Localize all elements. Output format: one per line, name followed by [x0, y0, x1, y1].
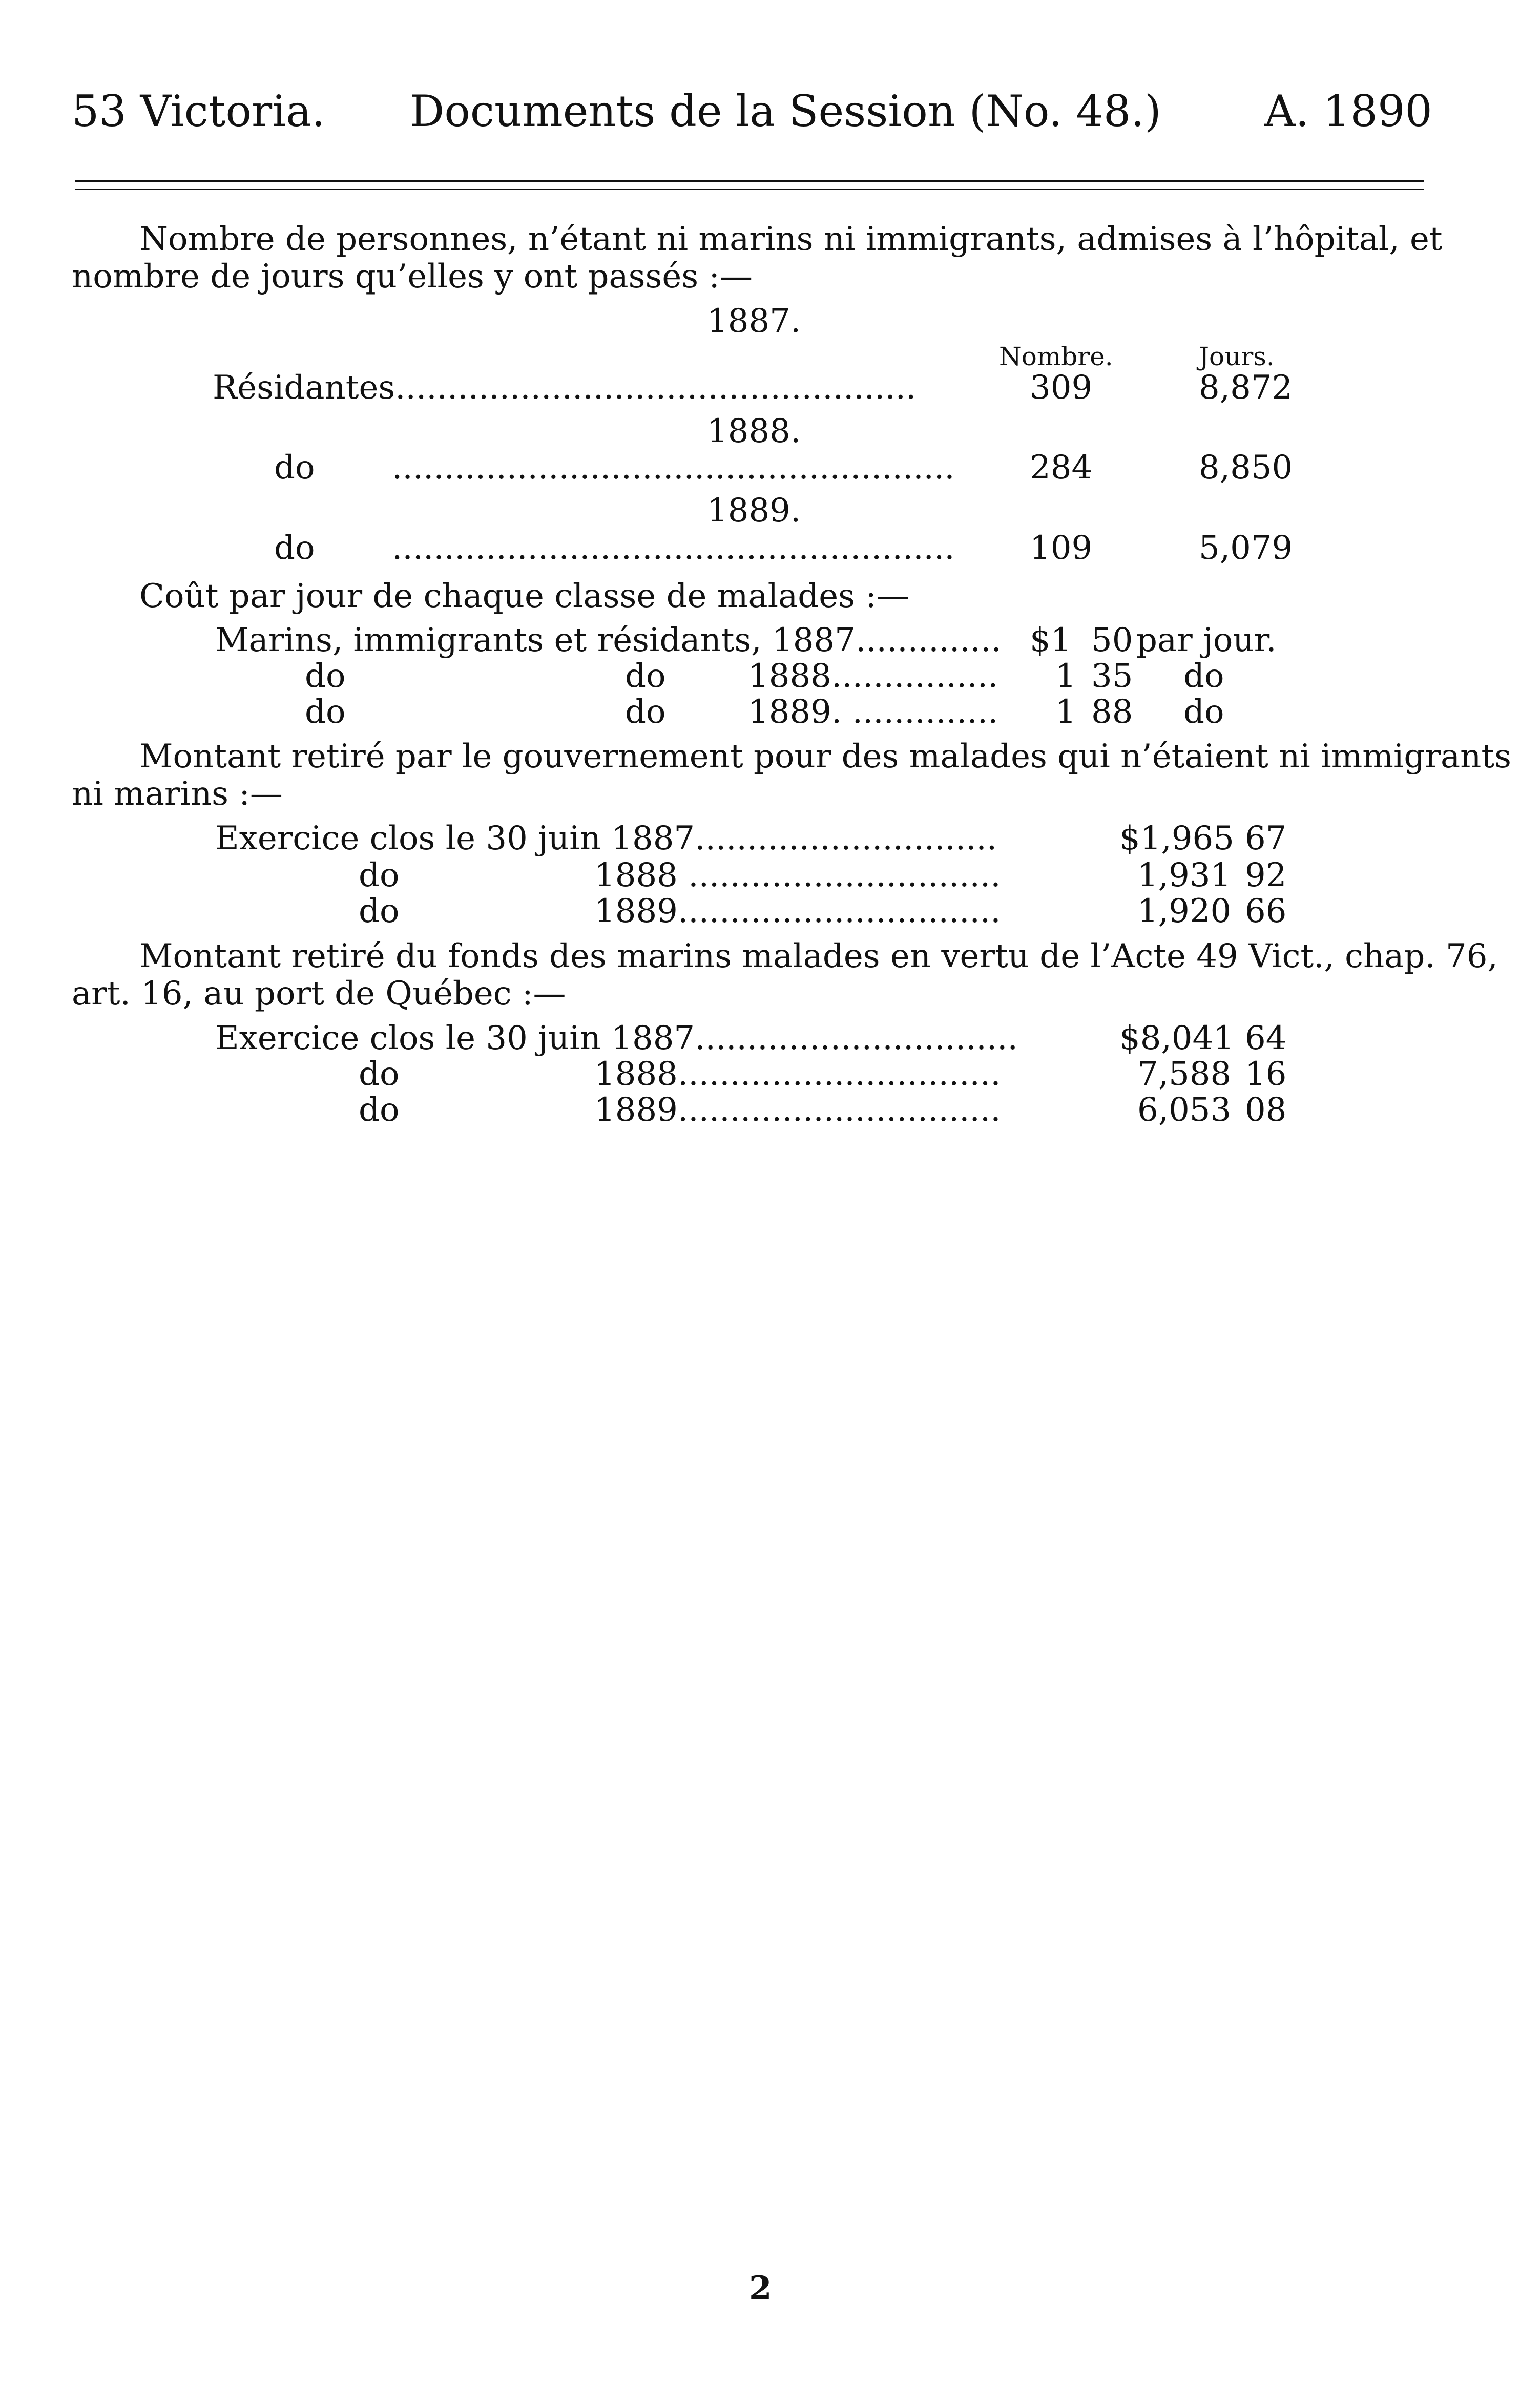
jours-1889: 5,079	[1199, 529, 1293, 567]
header-right: A. 1890	[1264, 86, 1432, 136]
nombre-1888: 284	[1030, 449, 1093, 487]
gov-cents-1888: 92	[1245, 856, 1287, 894]
gov-cents-1889: 66	[1245, 892, 1287, 930]
fund-amount-1888: 7,588	[1137, 1055, 1232, 1093]
fund-row-1887: Exercice clos le 30 juin 1887...............................	[215, 1019, 1018, 1057]
fund-label-1888: do	[359, 1055, 400, 1093]
row-label-1887: Résidantes..................................................	[213, 369, 917, 407]
gov-label-1888: do	[359, 856, 400, 894]
jours-1887: 8,872	[1199, 369, 1293, 407]
row-label-1889: do	[274, 529, 315, 567]
gov-year-1888: 1888 ..............................	[594, 856, 1001, 894]
cost-label2-1888: do	[625, 657, 666, 695]
header-rule-top	[75, 180, 1424, 182]
cost-year-1888: 1888................	[748, 657, 998, 695]
intro-line-2: nombre de jours qu’elles y ont passés :—	[72, 258, 753, 296]
fund-cents-1887: 64	[1245, 1019, 1287, 1057]
gov-year-1889: 1889...............................	[594, 892, 1001, 930]
fund-label-1889: do	[359, 1091, 400, 1129]
cost-cents-1888: 35	[1091, 657, 1133, 695]
cost-label-1888: do	[305, 657, 346, 695]
cost-year-1889: 1889. ..............	[748, 693, 998, 731]
fund-line-2: art. 16, au port de Québec :—	[72, 975, 566, 1013]
page-number: 2	[749, 2269, 772, 2308]
cost-dollar-1889: 1	[1055, 693, 1076, 731]
header-title: Documents de la Session (No. 48.)	[410, 86, 1161, 136]
nombre-1887: 309	[1030, 369, 1093, 407]
gov-row-1887: Exercice clos le 30 juin 1887.............................	[215, 820, 997, 857]
cost-unit-1888: do	[1183, 657, 1224, 695]
gov-amount-1888: 1,931	[1137, 856, 1232, 894]
cost-unit-1889: do	[1183, 693, 1224, 731]
cost-dollar-1887: $1	[1030, 621, 1072, 659]
fund-line-1: Montant retiré du fonds des marins malades en vertu de l’Acte 49 Vict., chap. 76,	[139, 937, 1498, 975]
fund-cents-1889: 08	[1245, 1091, 1287, 1129]
header-rule-bottom	[75, 189, 1424, 190]
cost-label-1889: do	[305, 693, 346, 731]
fund-year-1888: 1888...............................	[594, 1055, 1001, 1093]
cost-cents-1887: 50	[1091, 621, 1133, 659]
gov-amount-1887: $1,965	[1119, 820, 1234, 857]
intro-line-1: Nombre de personnes, n’étant ni marins ni immigrants, admises à l’hôpital, et	[139, 220, 1443, 258]
dots-1889: ......................................................	[392, 529, 955, 567]
year-heading-1888: 1888.	[707, 412, 801, 450]
jours-1888: 8,850	[1199, 449, 1293, 487]
col-header-nombre: Nombre.	[999, 342, 1113, 371]
gov-line-1: Montant retiré par le gouvernement pour des malades qui n’étaient ni immigrants	[139, 738, 1511, 776]
cost-dollar-1888: 1	[1055, 657, 1076, 695]
gov-amount-1889: 1,920	[1137, 892, 1232, 930]
fund-amount-1887: $8,041	[1119, 1019, 1234, 1057]
row-label-1888: do	[274, 449, 315, 487]
cost-heading: Coût par jour de chaque classe de malades :—	[139, 577, 909, 615]
year-heading-1889: 1889.	[707, 492, 801, 530]
year-heading-1887: 1887.	[707, 302, 801, 340]
gov-cents-1887: 67	[1245, 820, 1287, 857]
dots-1888: ......................................................	[392, 449, 955, 487]
gov-label-1889: do	[359, 892, 400, 930]
nombre-1889: 109	[1030, 529, 1093, 567]
header-left: 53 Victoria.	[72, 86, 325, 136]
gov-line-2: ni marins :—	[72, 775, 283, 813]
cost-label2-1889: do	[625, 693, 666, 731]
col-header-jours: Jours.	[1199, 342, 1275, 371]
fund-year-1889: 1889...............................	[594, 1091, 1001, 1129]
fund-amount-1889: 6,053	[1137, 1091, 1232, 1129]
cost-unit-1887: par jour.	[1136, 621, 1277, 659]
fund-cents-1888: 16	[1245, 1055, 1287, 1093]
cost-cents-1889: 88	[1091, 693, 1133, 731]
cost-row-1887: Marins, immigrants et résidants, 1887..............	[215, 621, 1002, 659]
